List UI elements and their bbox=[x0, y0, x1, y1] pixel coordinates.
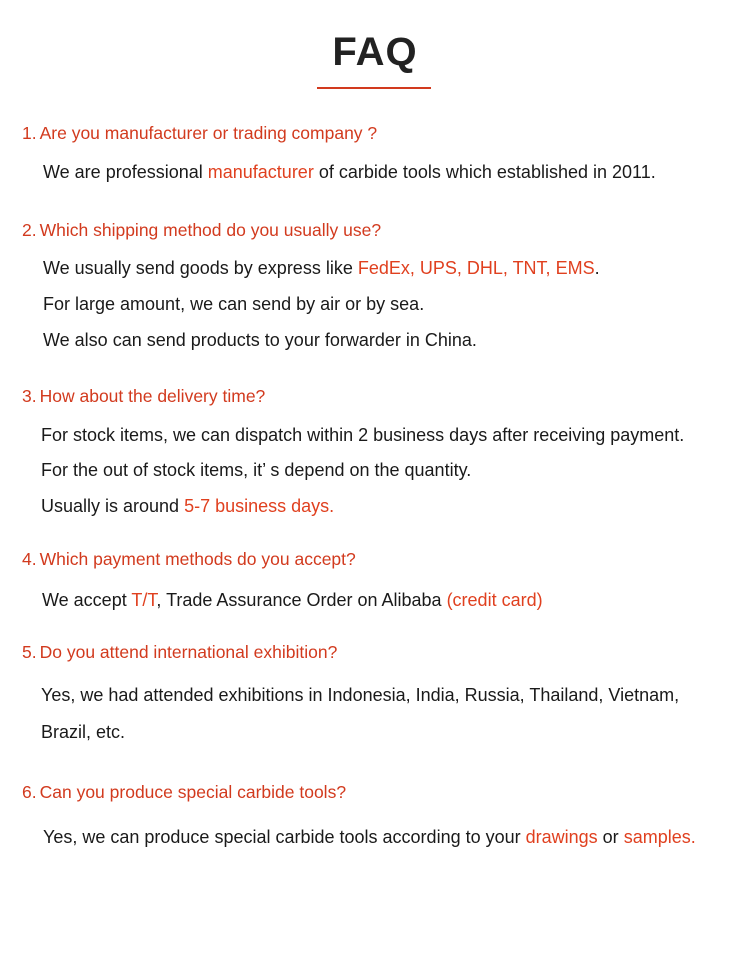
answer-text: For stock items, we can dispatch within 2 business days after receiving payment. bbox=[41, 425, 685, 445]
faq-answer-line bbox=[42, 590, 543, 611]
answer-highlight: FedEx, UPS, DHL, TNT, EMS bbox=[357, 258, 595, 278]
answer-text: We usually send goods by express like bbox=[43, 258, 358, 278]
faq-question-6 bbox=[22, 782, 346, 803]
faq-answer-line bbox=[41, 685, 679, 706]
faq-number: 6. bbox=[22, 782, 37, 802]
answer-text: We accept bbox=[42, 590, 132, 610]
title-underline bbox=[317, 87, 431, 89]
answer-highlight: T/T bbox=[131, 590, 157, 610]
answer-text: Brazil, etc. bbox=[41, 722, 126, 742]
answer-text: or bbox=[597, 827, 624, 847]
faq-number: 5. bbox=[22, 642, 37, 662]
faq-number: 4. bbox=[22, 549, 37, 569]
faq-answer-line bbox=[43, 294, 424, 315]
faq-answer-line bbox=[43, 827, 696, 848]
page-title: FAQ bbox=[332, 30, 418, 74]
faq-question-text: How about the delivery time? bbox=[39, 386, 266, 406]
faq-answer-line bbox=[41, 722, 125, 743]
answer-text: Yes, we had attended exhibitions in Indonesia, India, Russia, Thailand, Vietnam, bbox=[41, 685, 680, 705]
faq-question-text: Can you produce special carbide tools? bbox=[39, 782, 347, 802]
answer-text: . bbox=[594, 258, 600, 278]
answer-text: , Trade Assurance Order on Alibaba bbox=[156, 590, 447, 610]
answer-text: For the out of stock items, it’ s depend on the quantity. bbox=[41, 460, 472, 480]
answer-text: For large amount, we can send by air or by sea. bbox=[43, 294, 425, 314]
answer-text: of carbide tools which established in 2011. bbox=[313, 162, 656, 182]
answer-text: Yes, we can produce special carbide tools according to your bbox=[43, 827, 526, 847]
answer-highlight: samples. bbox=[623, 827, 696, 847]
faq-question-4 bbox=[22, 549, 356, 570]
answer-text: We also can send products to your forwarder in China. bbox=[43, 330, 477, 350]
faq-answer-line bbox=[43, 162, 656, 183]
answer-highlight: manufacturer bbox=[207, 162, 314, 182]
faq-answer-line bbox=[43, 330, 477, 351]
faq-answer-line bbox=[41, 425, 684, 446]
faq-number: 1. bbox=[22, 123, 37, 143]
faq-question-2 bbox=[22, 220, 381, 241]
faq-answer-line bbox=[41, 496, 334, 517]
answer-highlight: (credit card) bbox=[446, 590, 543, 610]
faq-question-text: Which payment methods do you accept? bbox=[39, 549, 356, 569]
answer-text: We are professional bbox=[43, 162, 208, 182]
faq-answer-line bbox=[41, 460, 471, 481]
answer-highlight: 5-7 business days. bbox=[184, 496, 335, 516]
faq-question-5 bbox=[22, 642, 337, 663]
faq-question-text: Are you manufacturer or trading company ? bbox=[39, 123, 378, 143]
faq-question-text: Which shipping method do you usually use? bbox=[39, 220, 382, 240]
faq-question-1 bbox=[22, 123, 377, 144]
faq-question-text: Do you attend international exhibition? bbox=[39, 642, 338, 662]
answer-highlight: drawings bbox=[525, 827, 598, 847]
faq-number: 2. bbox=[22, 220, 37, 240]
faq-question-3 bbox=[22, 386, 265, 407]
answer-text: Usually is around bbox=[41, 496, 185, 516]
faq-number: 3. bbox=[22, 386, 37, 406]
faq-answer-line bbox=[43, 258, 600, 279]
